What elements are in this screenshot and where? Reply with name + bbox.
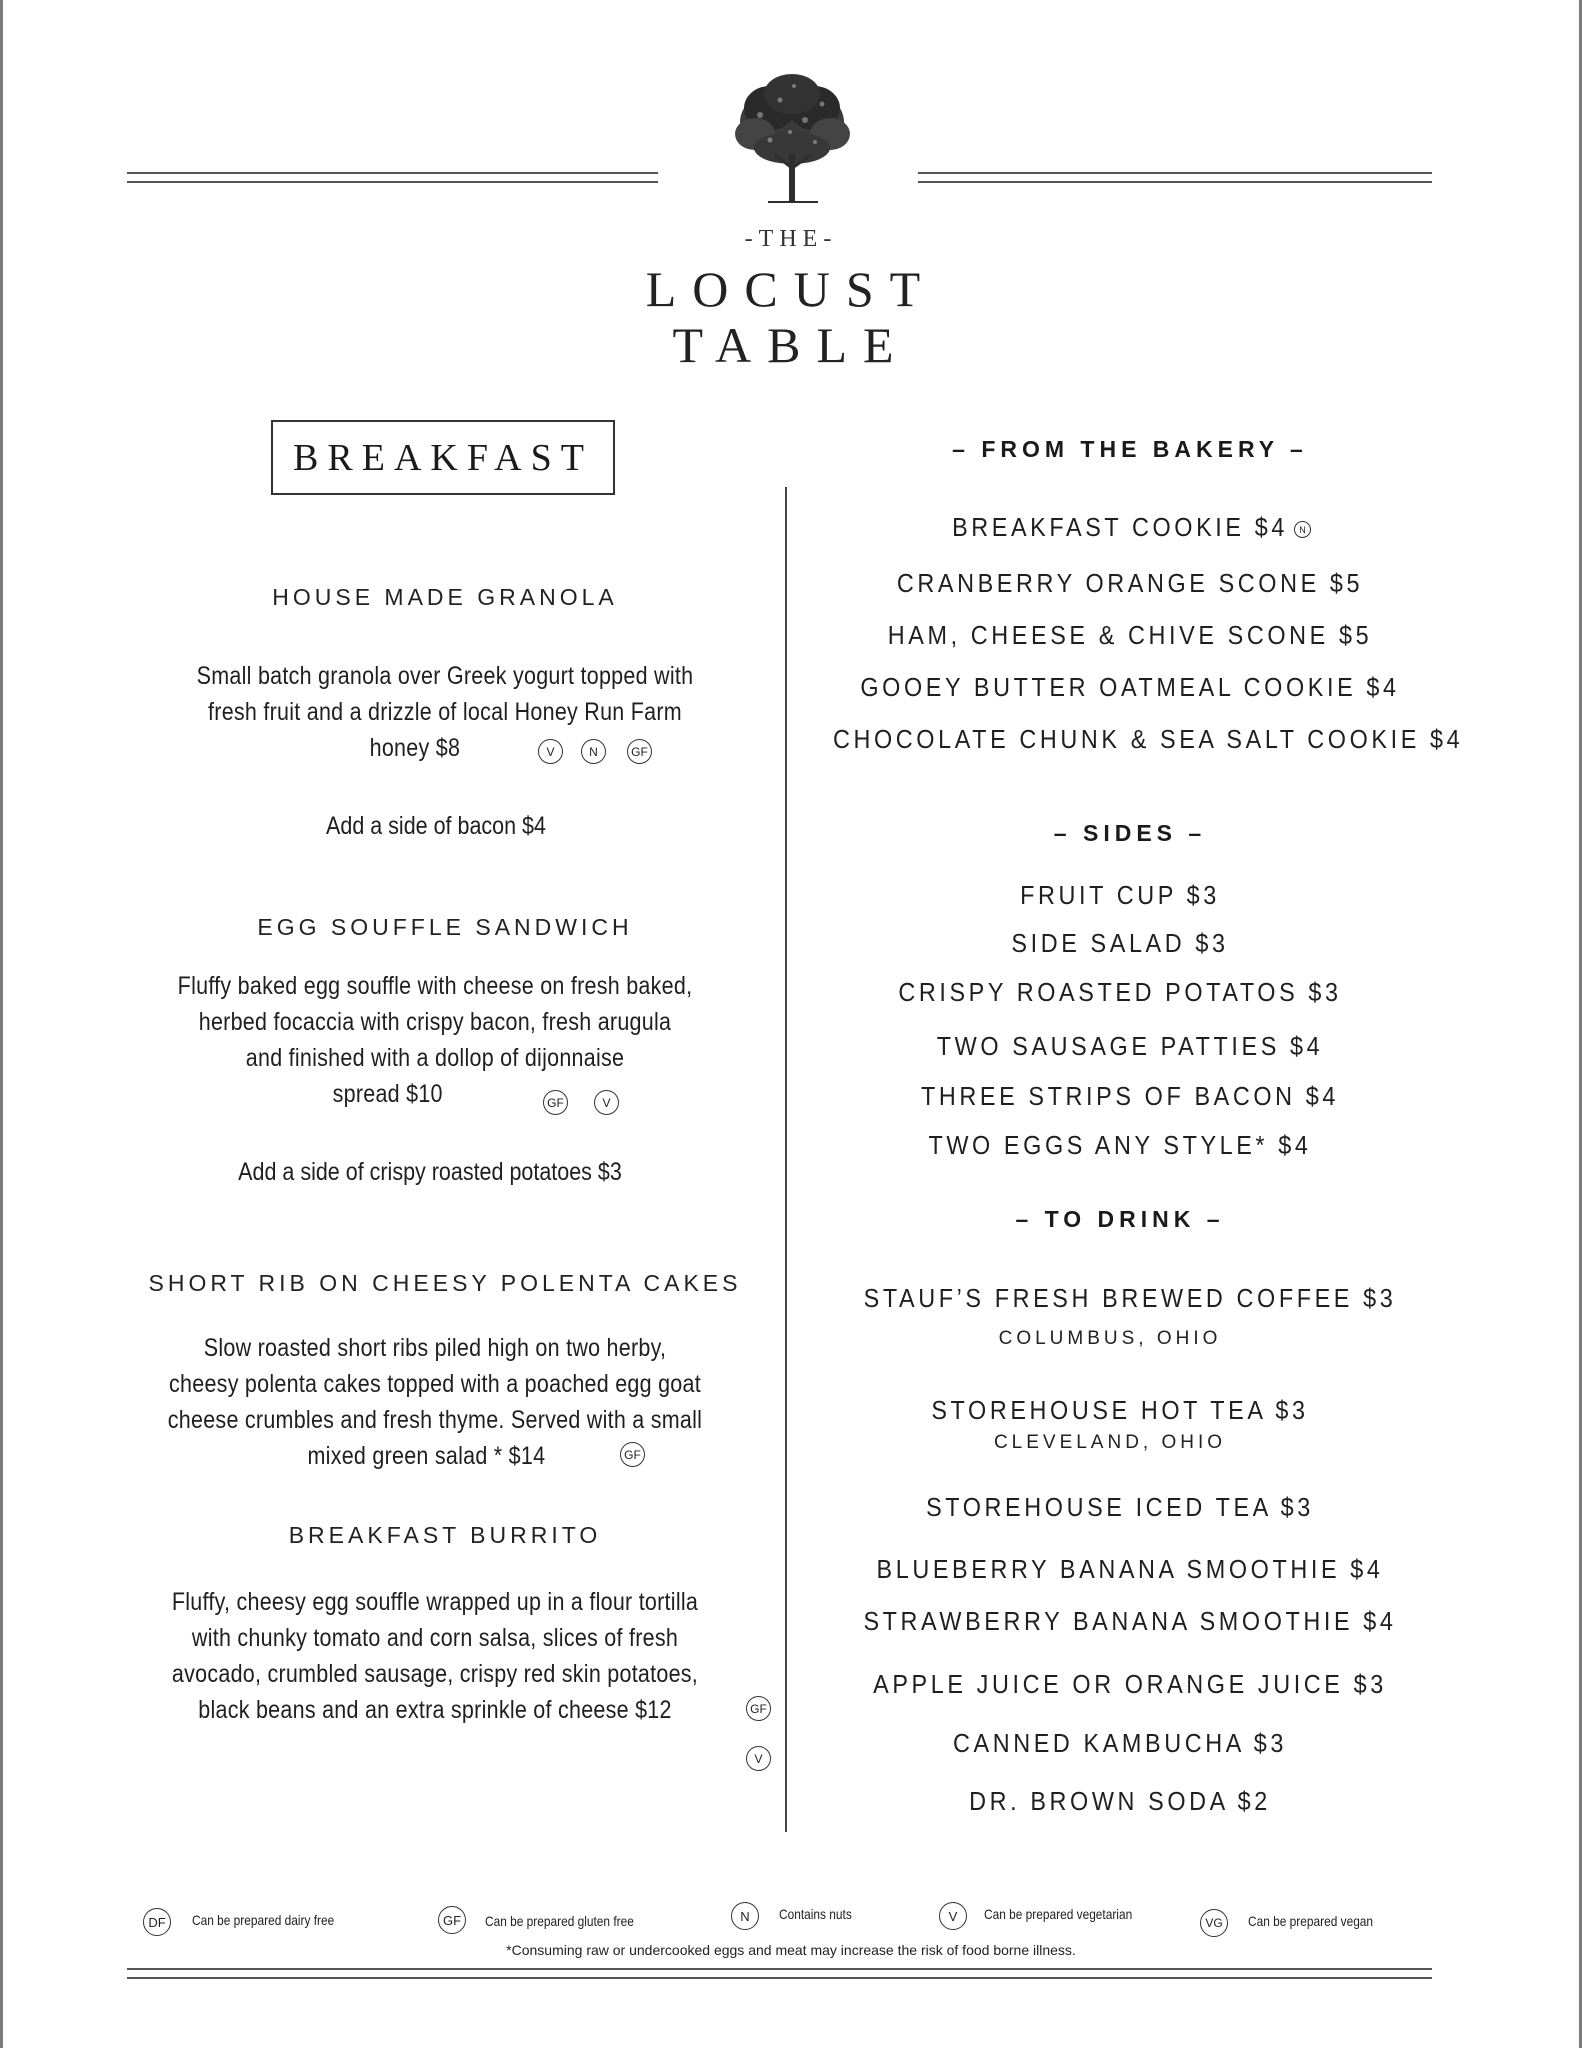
desc-line: Fluffy baked egg souffle with cheese on fresh baked, [177,972,693,1000]
menu-item-sausage-patties: TWO SAUSAGE PATTIES $4 [936,1031,1324,1061]
nuts-badge-icon: N [1294,521,1311,538]
desc-line: honey $8 [369,734,461,762]
brand-name-line1: LOCUST [645,261,937,317]
nuts-badge-icon: N [581,739,606,764]
brand-the: -THE- [744,226,838,252]
desc-line: and finished with a dollop of dijonnaise [245,1044,625,1072]
vegetarian-badge-icon: V [538,739,563,764]
desc-line: herbed focaccia with crispy bacon, fresh arugula [198,1008,672,1036]
desc-line: fresh fruit and a drizzle of local Honey Run Farm [208,698,682,726]
menu-item-bacon-strips: THREE STRIPS OF BACON $4 [921,1081,1339,1111]
menu-item-origin: COLUMBUS, OHIO [998,1328,1222,1349]
gluten-free-badge-icon: GF [627,739,652,764]
top-rule-left-b [127,181,658,183]
dairy-free-badge-icon: DF [143,1908,171,1936]
gluten-free-badge-icon: GF [620,1442,645,1467]
top-rule-right-b [918,181,1432,183]
menu-item-blueberry-smoothie: BLUEBERRY BANANA SMOOTHIE $4 [876,1554,1384,1584]
item-title-egg-souffle: EGG SOUFFLE SANDWICH [257,914,633,940]
legend-text-vegetarian: Can be prepared vegetarian [984,1906,1133,1922]
vegetarian-badge-icon: V [939,1902,967,1930]
item-desc-granola [140,658,751,766]
menu-item-stauf-coffee: STAUF’S FRESH BREWED COFFEE $3 [863,1283,1397,1313]
item-title-burrito: BREAKFAST BURRITO [288,1522,602,1548]
section-title-breakfast: BREAKFAST [271,420,615,495]
menu-item-gooey-butter-cookie: GOOEY BUTTER OATMEAL COOKIE $4 [860,672,1400,702]
desc-line: spread $10 [332,1080,443,1108]
menu-item-origin: CLEVELAND, OHIO [993,1432,1227,1453]
menu-item-hot-tea: STOREHOUSE HOT TEA $3 [931,1395,1309,1425]
menu-item-juice: APPLE JUICE OR ORANGE JUICE $3 [873,1669,1387,1699]
food-safety-disclaimer: *Consuming raw or undercooked eggs and meat may increase the risk of food borne illness. [506,1942,1076,1958]
menu-item-fruit-cup: FRUIT CUP $3 [1020,880,1220,910]
desc-line: black beans and an extra sprinkle of cheese $12 [198,1696,672,1724]
menu-item-breakfast-cookie: BREAKFAST COOKIE $4 [952,512,1288,542]
vegetarian-badge-icon: V [746,1746,771,1771]
menu-item-kambucha: CANNED KAMBUCHA $3 [953,1728,1287,1758]
gluten-free-badge-icon: GF [438,1906,466,1934]
menu-item-iced-tea: STOREHOUSE ICED TEA $3 [926,1492,1314,1522]
desc-line: Small batch granola over Greek yogurt topped with [196,662,694,690]
desc-line: cheesy polenta cakes topped with a poached egg goat [169,1370,701,1398]
addon-egg-souffle: Add a side of crispy roasted potatoes $3 [238,1158,622,1186]
heading-sides: – SIDES – [1053,820,1207,846]
menu-item-chocolate-chunk-cookie: CHOCOLATE CHUNK & SEA SALT COOKIE $4 [833,724,1464,754]
legend-text-dairy-free: Can be prepared dairy free [192,1912,335,1928]
nuts-badge-icon: N [731,1902,759,1930]
bottom-rule-a [127,1968,1432,1970]
heading-to-drink: – TO DRINK – [1015,1206,1225,1232]
legend-text-vegan: Can be prepared vegan [1248,1913,1374,1929]
item-desc-egg-souffle [130,968,741,1112]
vegan-badge-icon: VG [1200,1909,1228,1937]
tree-icon [730,70,855,210]
item-title-short-rib: SHORT RIB ON CHEESY POLENTA CAKES [148,1270,742,1296]
menu-item-cranberry-scone: CRANBERRY ORANGE SCONE $5 [896,568,1364,598]
legend-text-gluten-free: Can be prepared gluten free [485,1913,634,1929]
desc-line: mixed green salad * $14 [307,1442,546,1470]
desc-line: Fluffy, cheesy egg souffle wrapped up in a flour tortilla [171,1588,699,1616]
top-rule-left-a [127,172,658,174]
desc-line: cheese crumbles and fresh thyme. Served with a small [167,1406,703,1434]
menu-item-ham-cheese-scone: HAM, CHEESE & CHIVE SCONE $5 [887,620,1373,650]
desc-line: Slow roasted short ribs piled high on two herby, [203,1334,667,1362]
brand-name-line2: TABLE [672,317,910,373]
desc-line: avocado, crumbled sausage, crispy red skin potatoes, [171,1660,699,1688]
item-desc-burrito [121,1584,749,1728]
item-title-granola: HOUSE MADE GRANOLA [272,584,618,610]
addon-granola: Add a side of bacon $4 [326,812,546,840]
gluten-free-badge-icon: GF [543,1090,568,1115]
menu-item-crispy-potatoes: CRISPY ROASTED POTATOS $3 [898,977,1342,1007]
legend-text-nuts: Contains nuts [779,1906,852,1922]
menu-item-two-eggs: TWO EGGS ANY STYLE* $4 [928,1130,1312,1160]
menu-item-side-salad: SIDE SALAD $3 [1011,928,1229,958]
menu-item-dr-brown-soda: DR. BROWN SODA $2 [969,1786,1271,1816]
menu-item-strawberry-smoothie: STRAWBERRY BANANA SMOOTHIE $4 [863,1606,1397,1636]
heading-from-the-bakery: – FROM THE BAKERY – [952,436,1308,462]
bottom-rule-b [127,1977,1432,1979]
item-desc-short-rib [130,1330,741,1474]
desc-line: with chunky tomato and corn salsa, slices of fresh [191,1624,679,1652]
gluten-free-badge-icon: GF [746,1696,771,1721]
vegetarian-badge-icon: V [594,1090,619,1115]
column-divider [785,487,787,1832]
top-rule-right-a [918,172,1432,174]
